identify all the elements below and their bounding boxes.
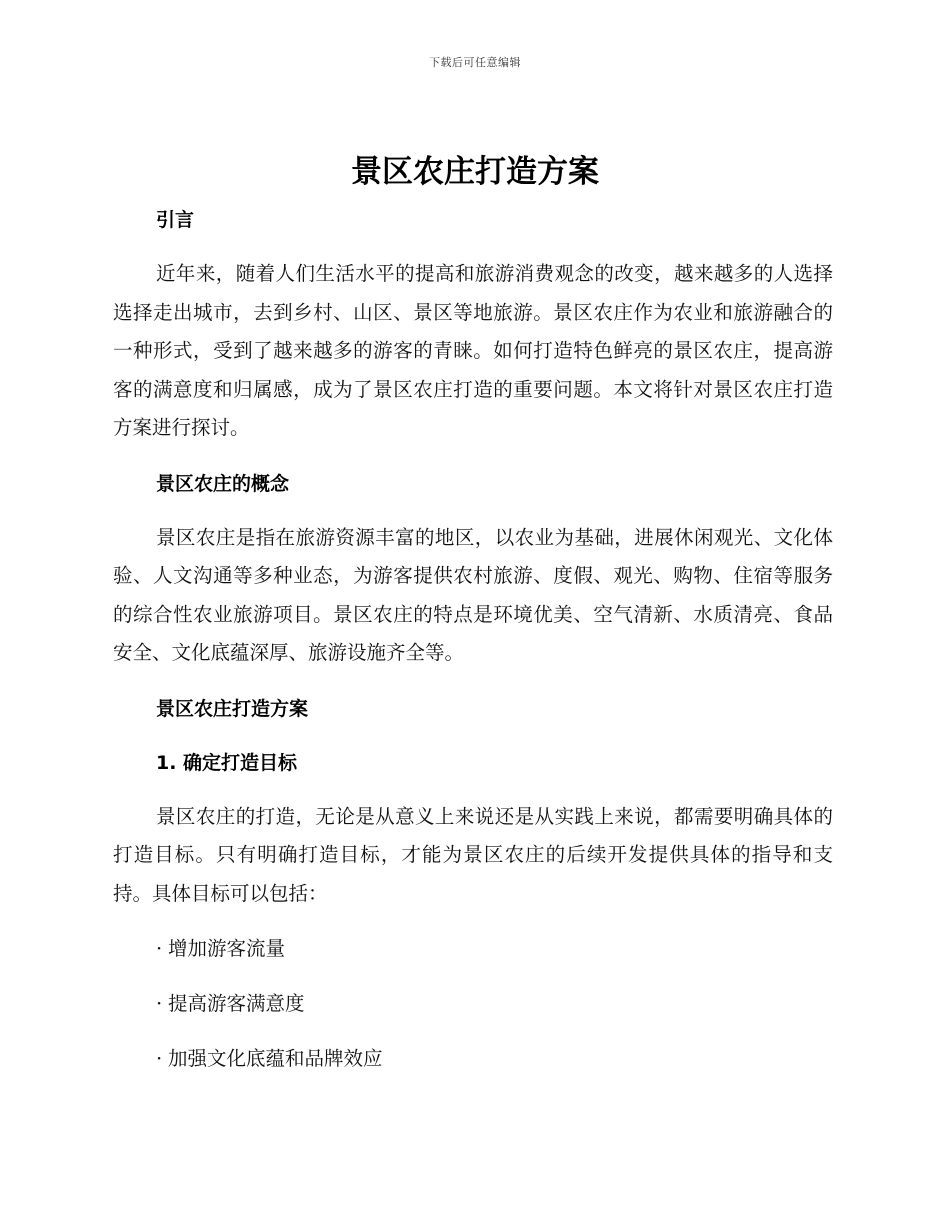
list-item-text: 增加游客流量 bbox=[168, 937, 286, 960]
section-heading-plan: 景区农庄打造方案 bbox=[156, 697, 309, 720]
document-body bbox=[113, 201, 833, 1095]
intro-paragraph: 近年来，随着人们生活水平的提高和旅游消费观念的改变，越来越多的人选择选择走出城市，去到乡村、山区、景区等地旅游。景区农庄作为农业和旅游融合的一种形式，受到了越来越多的游客的青睐。如何打造特色鲜亮的景区农庄，提高游客的满意度和归属感，成为了景区农庄打造的重要问题。本文将针对景区农庄打造方案进行探讨。 bbox=[113, 262, 833, 439]
bullet-mark: · bbox=[156, 1047, 163, 1070]
goal-list bbox=[113, 930, 833, 1078]
bullet-mark: · bbox=[156, 992, 163, 1015]
list-item-text: 提高游客满意度 bbox=[168, 992, 305, 1015]
document-title: 景区农庄打造方案 bbox=[351, 154, 599, 190]
concept-paragraph: 景区农庄是指在旅游资源丰富的地区，以农业为基础，进展休闲观光、文化体验、人文沟通等多种业态，为游客提供农村旅游、度假、观光、购物、住宿等服务的综合性农业旅游项目。景区农庄的特点是环境优美、空气清新、水质清亮、食品安全、文化底蕴深厚、旅游设施齐全等。 bbox=[113, 525, 833, 664]
goal-paragraph: 景区农庄的打造，无论是从意义上来说还是从实践上来说，都需要明确具体的打造目标。只有明确打造目标，才能为景区农庄的后续开发提供具体的指导和支持。具体目标可以包括： bbox=[113, 804, 833, 905]
list-item bbox=[113, 930, 833, 968]
list-item-text: 加强文化底蕴和品牌效应 bbox=[168, 1047, 383, 1070]
subheading-goal: 1. 确定打造目标 bbox=[156, 751, 298, 774]
list-item bbox=[113, 1040, 833, 1078]
page-header: 下载后可任意编辑 bbox=[429, 56, 521, 69]
bullet-mark: · bbox=[156, 937, 163, 960]
list-item bbox=[113, 985, 833, 1023]
section-heading-intro: 引言 bbox=[156, 209, 195, 231]
section-heading-concept: 景区农庄的概念 bbox=[156, 472, 290, 495]
